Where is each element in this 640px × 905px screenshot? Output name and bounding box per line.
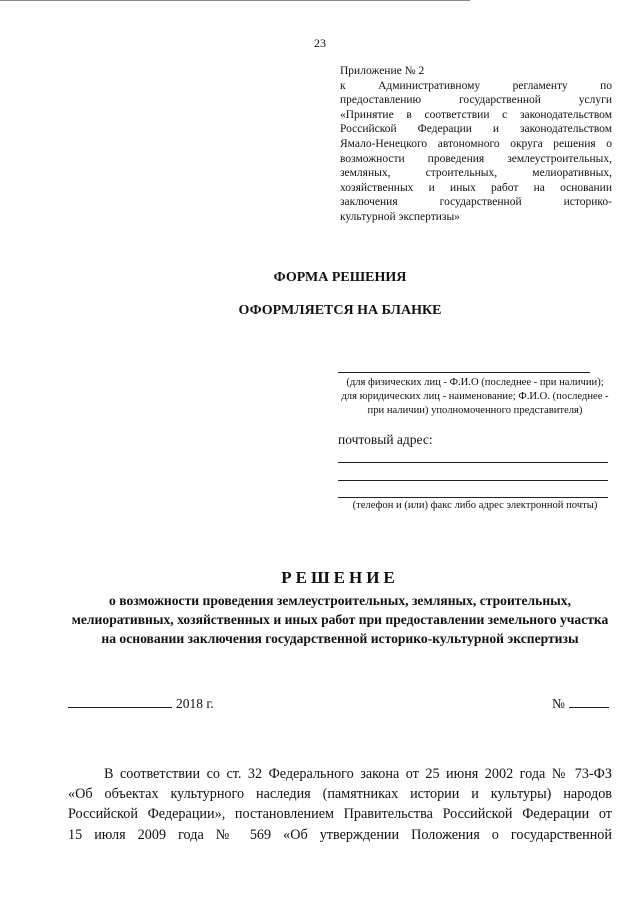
- number-blank: [569, 696, 609, 708]
- appendix-line: заключения государственной историко-: [340, 196, 612, 209]
- date-blank: [68, 696, 172, 708]
- appendix-line: «Принятие в соответствии с законодательством: [340, 108, 612, 121]
- postal-address-line: [338, 480, 608, 481]
- page-number: 23: [314, 36, 326, 50]
- contact-caption: (телефон и (или) факс либо адрес электронной почты): [352, 500, 598, 511]
- body-line: «Об объектах культурного наследия (памятниках истории и культуры) народов: [68, 786, 612, 803]
- postal-address-line: [338, 462, 608, 463]
- recipient-caption: (для физических лиц - Ф.И.О (последнее - при наличии); для юридических лиц - наименование; Ф.И.О. (последнее - при наличии) уполномоченного представителя): [341, 377, 609, 416]
- appendix-line: Приложение № 2: [340, 65, 425, 77]
- body-line: Российской Федерации», постановлением Правительства Российской Федерации от: [68, 806, 612, 823]
- appendix-header: [340, 64, 612, 225]
- postal-address-label: почтовый адрес:: [338, 432, 433, 447]
- decision-title: РЕШЕНИЕ: [281, 568, 399, 587]
- form-heading: ФОРМА РЕШЕНИЯ: [273, 270, 407, 285]
- appendix-line: возможности проведения землеустроительных,: [340, 152, 612, 165]
- decision-number: [552, 696, 609, 712]
- contact-line: [338, 497, 608, 498]
- appendix-line: предоставлению государственной услуги: [340, 94, 612, 107]
- decision-date: [68, 696, 214, 712]
- body-line: 15 июля 2009 года № 569 «Об утверждении Положения о государственной: [68, 826, 612, 843]
- scan-edge-line: [0, 0, 470, 1]
- blank-heading: ОФОРМЛЯЕТСЯ НА БЛАНКЕ: [238, 303, 442, 318]
- date-suffix: 2018 г.: [176, 696, 214, 711]
- decision-subtitle: о возможности проведения землеустроительных, земляных, строительных, мелиоративных, хозяйственных и иных работ при предоставлении земельного участка на основании заключения государственной историко-культурной экспертизы: [71, 593, 609, 646]
- appendix-line: Ямало-Ненецкого автономного округа решения о: [340, 137, 612, 150]
- number-label: №: [552, 696, 565, 711]
- appendix-line: к Административному регламенту по: [340, 79, 612, 92]
- recipient-name-line: [338, 372, 590, 373]
- body-line: В соответствии со ст. 32 Федерального закона от 25 июня 2002 года № 73-ФЗ: [104, 766, 612, 782]
- appendix-line: земляных, строительных, мелиоративных,: [340, 167, 612, 180]
- body-text: [68, 764, 612, 845]
- appendix-line: Российской Федерации и законодательством: [340, 123, 612, 136]
- appendix-line: культурной экспертизы»: [340, 210, 460, 223]
- appendix-line: хозяйственных и иных работ на основании: [340, 181, 612, 194]
